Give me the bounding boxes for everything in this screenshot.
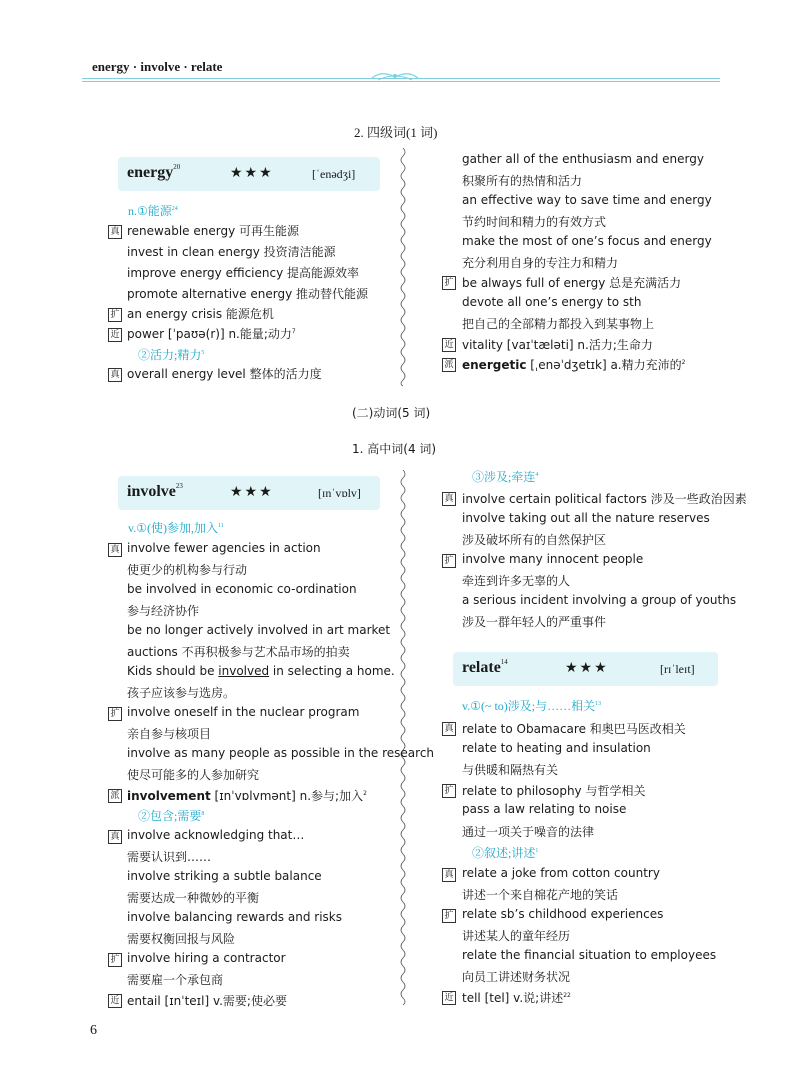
tag-kuo: 扩: [108, 707, 122, 721]
tag-zhen: 真: [108, 225, 122, 239]
example-line: involve acknowledging that…: [127, 828, 305, 842]
example-line: 充分利用自身的专注力和精力: [462, 256, 619, 270]
section-title-cet4: 2. 四级词(1 词): [354, 125, 438, 140]
header-title: energy · involve · relate: [92, 59, 223, 74]
section-title-highschool: 1. 高中词(4 词): [352, 442, 437, 456]
example-line: Kids should be involved in selecting a home.: [127, 664, 395, 678]
tag-kuo: 扩: [442, 909, 456, 923]
ornament-icon: [370, 68, 420, 84]
example-line: gather all of the enthusiasm and energy: [462, 152, 704, 166]
phonetic: [rɪˈleɪt]: [660, 662, 695, 676]
example-line: involve striking a subtle balance: [127, 869, 322, 883]
tag-kuo: 扩: [108, 953, 122, 967]
phonetic: [ˈenədʒi]: [312, 167, 356, 181]
column-divider-bottom: [399, 470, 407, 1005]
example-line: involve hiring a contractor: [127, 951, 286, 965]
derivative-line: involvement [ɪnˈvɒlvmənt] n.参与;加入$^2$: [127, 789, 367, 803]
entry-header-energy: [118, 157, 380, 191]
example-line: involve as many people as possible in the research: [127, 746, 435, 760]
example-line: renewable energy 可再生能源: [127, 224, 299, 238]
page-number: 6: [90, 1023, 97, 1038]
example-line: relate to heating and insulation: [462, 741, 651, 755]
example-line: make the most of one’s focus and energy: [462, 234, 712, 248]
example-line: involve oneself in the nuclear program: [127, 705, 360, 719]
sense-label: v.①(~ to)涉及;与……相关$^{13}$: [462, 699, 602, 713]
example-line: relate to Obamacare 和奥巴马医改相关: [462, 722, 686, 736]
example-line: 讲述某人的童年经历: [462, 929, 571, 943]
tag-zhen: 真: [108, 543, 122, 557]
example-line: devote all one’s energy to sth: [462, 295, 642, 309]
stars-rating: ★★★: [565, 661, 609, 676]
tag-jin: 近: [108, 994, 122, 1008]
example-line: a serious incident involving a group of youths: [462, 593, 737, 607]
example-line: 通过一项关于噪音的法律: [462, 825, 595, 839]
tag-jin: 近: [442, 338, 456, 352]
example-line: 讲述一个来自棉花产地的笑话: [462, 888, 619, 902]
tag-zhen: 真: [108, 368, 122, 382]
example-line: pass a law relating to noise: [462, 802, 627, 816]
example-line: 积聚所有的热情和活力: [462, 174, 583, 188]
headword-involve: involve$^{23}$: [127, 481, 183, 500]
sense-label: v.①(使)参加,加入$^{11}$: [128, 521, 224, 535]
example-line: invest in clean energy 投资清洁能源: [127, 245, 336, 259]
sense-label: ②活力;精力$^5$: [138, 348, 205, 362]
example-line: 与供暖和隔热有关: [462, 763, 559, 777]
example-line: an effective way to save time and energy: [462, 193, 712, 207]
example-line: 牵连到许多无辜的人: [462, 574, 571, 588]
sense-label: n.①能源$^{24}$: [128, 204, 178, 218]
tag-zhen: 真: [442, 492, 456, 506]
headword-relate: relate$^{14}$: [462, 657, 508, 676]
synonym-line: power [ˈpaʊə(r)] n.能量;动力$^7$: [127, 327, 296, 341]
example-line: improve energy efficiency 提高能源效率: [127, 266, 359, 280]
synonym-line: entail [ɪnˈteɪl] v.需要;使必要: [127, 994, 287, 1008]
example-line: 使更少的机构参与行动: [127, 563, 248, 577]
entry-header-relate: [453, 652, 718, 686]
synonym-line: tell [tel] v.说;讲述$^{22}$: [462, 991, 571, 1005]
tag-pai: 派: [442, 358, 456, 372]
tag-pai: 派: [108, 789, 122, 803]
stars-rating: ★★★: [230, 166, 274, 181]
sense-label: ②包含;需要$^8$: [138, 809, 205, 823]
example-line: an energy crisis 能源危机: [127, 307, 274, 321]
example-line: 亲自参与核项目: [127, 727, 212, 741]
example-line: be always full of energy 总是充满活力: [462, 276, 682, 290]
example-line: overall energy level 整体的活力度: [127, 367, 322, 381]
tag-kuo: 扩: [108, 308, 122, 322]
example-line: involve taking out all the nature reserves: [462, 511, 710, 525]
example-line: 参与经济协作: [127, 604, 200, 618]
example-line: 节约时间和精力的有效方式: [462, 215, 607, 229]
section-title-verbs: (二)动词(5 词): [352, 406, 431, 420]
example-line: relate the financial situation to employees: [462, 948, 717, 962]
entry-header-involve: [118, 476, 380, 510]
sense-label: ③涉及;牵连$^4$: [472, 470, 539, 484]
tag-kuo: 扩: [442, 784, 456, 798]
example-line: 需要达成一种微妙的平衡: [127, 891, 260, 905]
example-line: 使尽可能多的人参加研究: [127, 768, 260, 782]
column-divider-top: [399, 148, 407, 386]
tag-jin: 近: [108, 328, 122, 342]
example-line: relate sb’s childhood experiences: [462, 907, 664, 921]
example-line: 需要权衡回报与风险: [127, 932, 236, 946]
example-line: be involved in economic co-ordination: [127, 582, 357, 596]
tag-zhen: 真: [442, 868, 456, 882]
example-line: 涉及破坏所有的自然保护区: [462, 533, 607, 547]
sense-label: ②叙述;讲述$^1$: [472, 846, 539, 860]
example-line: 向员工讲述财务状况: [462, 970, 571, 984]
phonetic: [ɪnˈvɒlv]: [318, 486, 361, 500]
example-line: involve certain political factors 涉及一些政治因素: [462, 492, 747, 506]
tag-kuo: 扩: [442, 554, 456, 568]
example-line: 把自己的全部精力都投入到某事物上: [462, 317, 655, 331]
stars-rating: ★★★: [230, 485, 274, 500]
tag-jin: 近: [442, 991, 456, 1005]
example-line: auctions 不再积极参与艺术品市场的拍卖: [127, 645, 350, 659]
derivative-line: energetic [ˌenəˈdʒetɪk] a.精力充沛的$^2$: [462, 358, 686, 372]
tag-kuo: 扩: [442, 276, 456, 290]
example-line: involve balancing rewards and risks: [127, 910, 342, 924]
example-line: be no longer actively involved in art market: [127, 623, 391, 637]
example-line: 需要认识到……: [127, 850, 212, 864]
example-line: promote alternative energy 推动替代能源: [127, 287, 368, 301]
synonym-line: vitality [vaɪˈtæləti] n.活力;生命力: [462, 338, 653, 352]
example-line: 涉及一群年轻人的严重事件: [462, 615, 607, 629]
example-line: 孩子应该参与选房。: [127, 686, 236, 700]
example-line: involve many innocent people: [462, 552, 644, 566]
tag-zhen: 真: [442, 722, 456, 736]
example-line: relate a joke from cotton country: [462, 866, 660, 880]
example-line: 需要雇一个承包商: [127, 973, 224, 987]
example-line: relate to philosophy 与哲学相关: [462, 784, 646, 798]
headword-energy: energy$^{20}$: [127, 162, 181, 181]
example-line: involve fewer agencies in action: [127, 541, 321, 555]
tag-zhen: 真: [108, 830, 122, 844]
